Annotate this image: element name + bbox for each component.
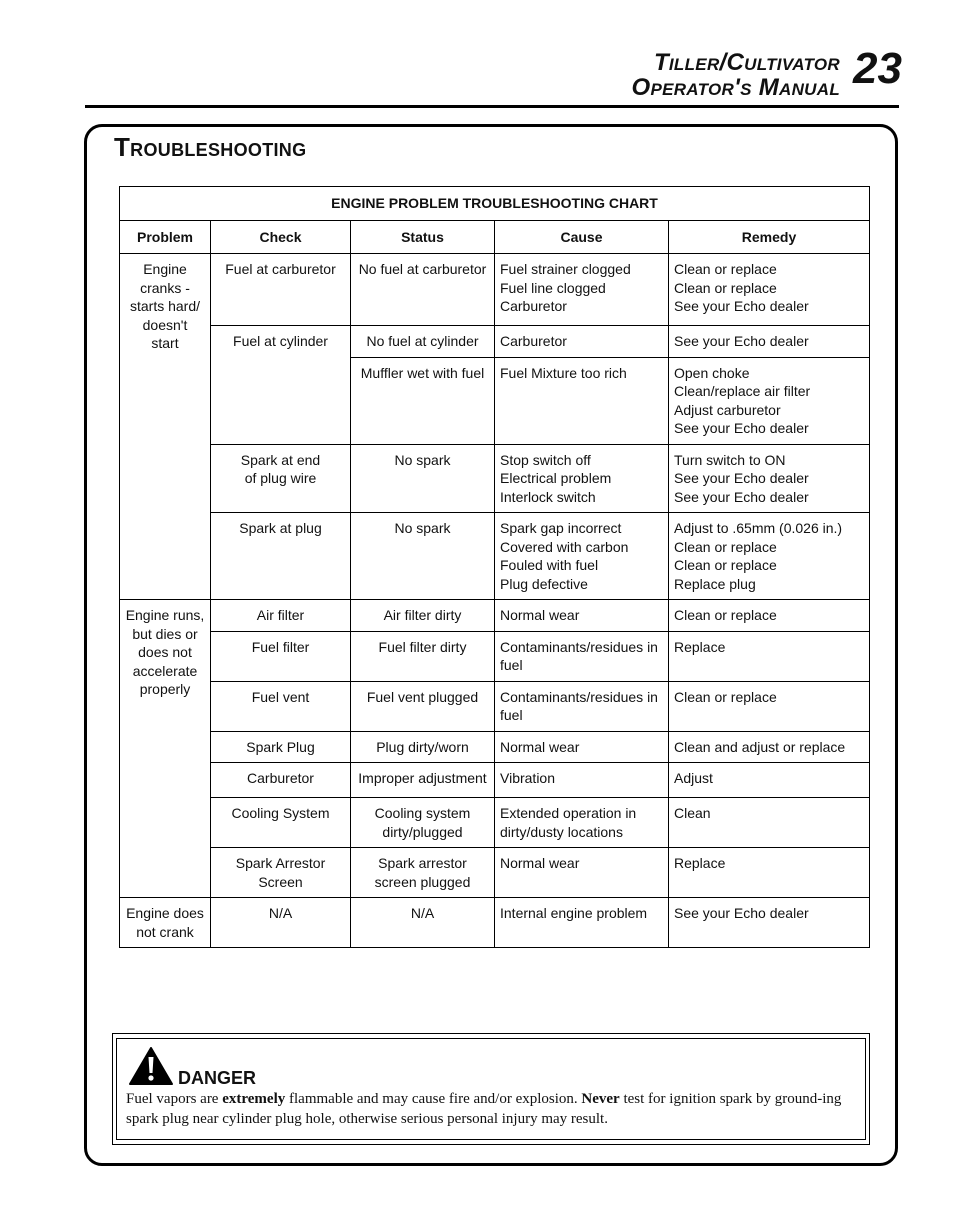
status-cell: No spark bbox=[351, 513, 495, 600]
cause-cell: Normal wear bbox=[495, 848, 669, 898]
problem-cell: Engine cranks - starts hard/ doesn't start bbox=[120, 254, 211, 600]
check-cell: N/A bbox=[211, 898, 351, 948]
check-cell: Spark Plug bbox=[211, 731, 351, 763]
status-cell: Plug dirty/worn bbox=[351, 731, 495, 763]
status-cell: No spark bbox=[351, 444, 495, 513]
table-row bbox=[120, 681, 870, 731]
section-title: Troubleshooting bbox=[114, 132, 307, 162]
status-cell: Cooling system dirty/plugged bbox=[351, 798, 495, 848]
remedy-cell: Turn switch to ON See your Echo dealer See your Echo dealer bbox=[669, 444, 870, 513]
chart-title: ENGINE PROBLEM TROUBLESHOOTING CHART bbox=[120, 187, 870, 221]
table-row bbox=[120, 444, 870, 513]
remedy-cell: Open choke Clean/replace air filter Adjust carburetor See your Echo dealer bbox=[669, 357, 870, 444]
remedy-cell: Clean or replace bbox=[669, 681, 870, 731]
table-row bbox=[120, 600, 870, 632]
column-header-row bbox=[120, 220, 870, 254]
danger-text: Fuel vapors are extremely flammable and may cause fire and/or explosion. Never test for ignition spark by ground-ing spark plug near cylinder plug hole, otherwise serious personal injury may result. bbox=[126, 1091, 842, 1127]
cause-cell: Fuel Mixture too rich bbox=[495, 357, 669, 444]
table-row bbox=[120, 326, 870, 358]
cause-cell: Internal engine problem bbox=[495, 898, 669, 948]
column-header-cause: Cause bbox=[495, 220, 669, 254]
status-cell: No fuel at carburetor bbox=[351, 254, 495, 326]
cause-cell: Vibration bbox=[495, 763, 669, 798]
manual-title-line2: Operator's Manual bbox=[631, 74, 840, 101]
remedy-cell: Adjust bbox=[669, 763, 870, 798]
check-cell: Air filter bbox=[211, 600, 351, 632]
cause-cell: Normal wear bbox=[495, 731, 669, 763]
check-cell: Cooling System bbox=[211, 798, 351, 848]
check-cell: Fuel filter bbox=[211, 631, 351, 681]
cause-cell: Fuel strainer clogged Fuel line clogged Carburetor bbox=[495, 254, 669, 326]
cause-cell: Spark gap incorrect Covered with carbon Fouled with fuel Plug defective bbox=[495, 513, 669, 600]
status-cell: Improper adjustment bbox=[351, 763, 495, 798]
remedy-cell: See your Echo dealer bbox=[669, 898, 870, 948]
status-cell: Air filter dirty bbox=[351, 600, 495, 632]
remedy-cell: Replace bbox=[669, 848, 870, 898]
danger-label: DANGER bbox=[178, 1068, 257, 1088]
column-header-status: Status bbox=[351, 220, 495, 254]
problem-cell: Engine runs, but dies or does not accelerate properly bbox=[120, 600, 211, 898]
manual-title bbox=[631, 50, 840, 100]
cause-cell: Contaminants/residues in fuel bbox=[495, 631, 669, 681]
check-cell: Fuel vent bbox=[211, 681, 351, 731]
cause-cell: Extended operation in dirty/dusty locations bbox=[495, 798, 669, 848]
cause-cell: Stop switch off Electrical problem Interlock switch bbox=[495, 444, 669, 513]
table-row bbox=[120, 898, 870, 948]
remedy-cell: Clean or replace Clean or replace See your Echo dealer bbox=[669, 254, 870, 326]
status-cell: Fuel filter dirty bbox=[351, 631, 495, 681]
remedy-cell: Adjust to .65mm (0.026 in.) Clean or replace Clean or replace Replace plug bbox=[669, 513, 870, 600]
remedy-cell: Clean or replace bbox=[669, 600, 870, 632]
table-row bbox=[120, 254, 870, 326]
table-row bbox=[120, 798, 870, 848]
column-header-remedy: Remedy bbox=[669, 220, 870, 254]
column-header-check: Check bbox=[211, 220, 351, 254]
remedy-cell: See your Echo dealer bbox=[669, 326, 870, 358]
problem-cell: Engine does not crank bbox=[120, 898, 211, 948]
check-cell: Carburetor bbox=[211, 763, 351, 798]
check-cell: Fuel at carburetor bbox=[211, 254, 351, 326]
table-row bbox=[120, 631, 870, 681]
table-row bbox=[120, 731, 870, 763]
page-number: 23 bbox=[853, 44, 902, 93]
column-header-problem: Problem bbox=[120, 220, 211, 254]
check-cell: Fuel at cylinder bbox=[211, 326, 351, 445]
cause-cell: Carburetor bbox=[495, 326, 669, 358]
table-row bbox=[120, 513, 870, 600]
warning-triangle-icon bbox=[128, 1046, 174, 1086]
troubleshooting-table bbox=[119, 186, 870, 948]
status-cell: N/A bbox=[351, 898, 495, 948]
status-cell: Spark arrestor screen plugged bbox=[351, 848, 495, 898]
danger-emphasis-never: Never bbox=[581, 1091, 620, 1107]
remedy-cell: Clean and adjust or replace bbox=[669, 731, 870, 763]
check-cell: Spark at end of plug wire bbox=[211, 444, 351, 513]
remedy-cell: Replace bbox=[669, 631, 870, 681]
table-row bbox=[120, 763, 870, 798]
check-cell: Spark Arrestor Screen bbox=[211, 848, 351, 898]
cause-cell: Contaminants/residues in fuel bbox=[495, 681, 669, 731]
status-cell: Muffler wet with fuel bbox=[351, 357, 495, 444]
status-cell: No fuel at cylinder bbox=[351, 326, 495, 358]
danger-emphasis-extremely: extremely bbox=[222, 1091, 286, 1107]
remedy-cell: Clean bbox=[669, 798, 870, 848]
status-cell: Fuel vent plugged bbox=[351, 681, 495, 731]
cause-cell: Normal wear bbox=[495, 600, 669, 632]
manual-title-line1: Tiller/Cultivator bbox=[653, 49, 840, 76]
table-row bbox=[120, 848, 870, 898]
header-rule bbox=[85, 105, 899, 108]
check-cell: Spark at plug bbox=[211, 513, 351, 600]
